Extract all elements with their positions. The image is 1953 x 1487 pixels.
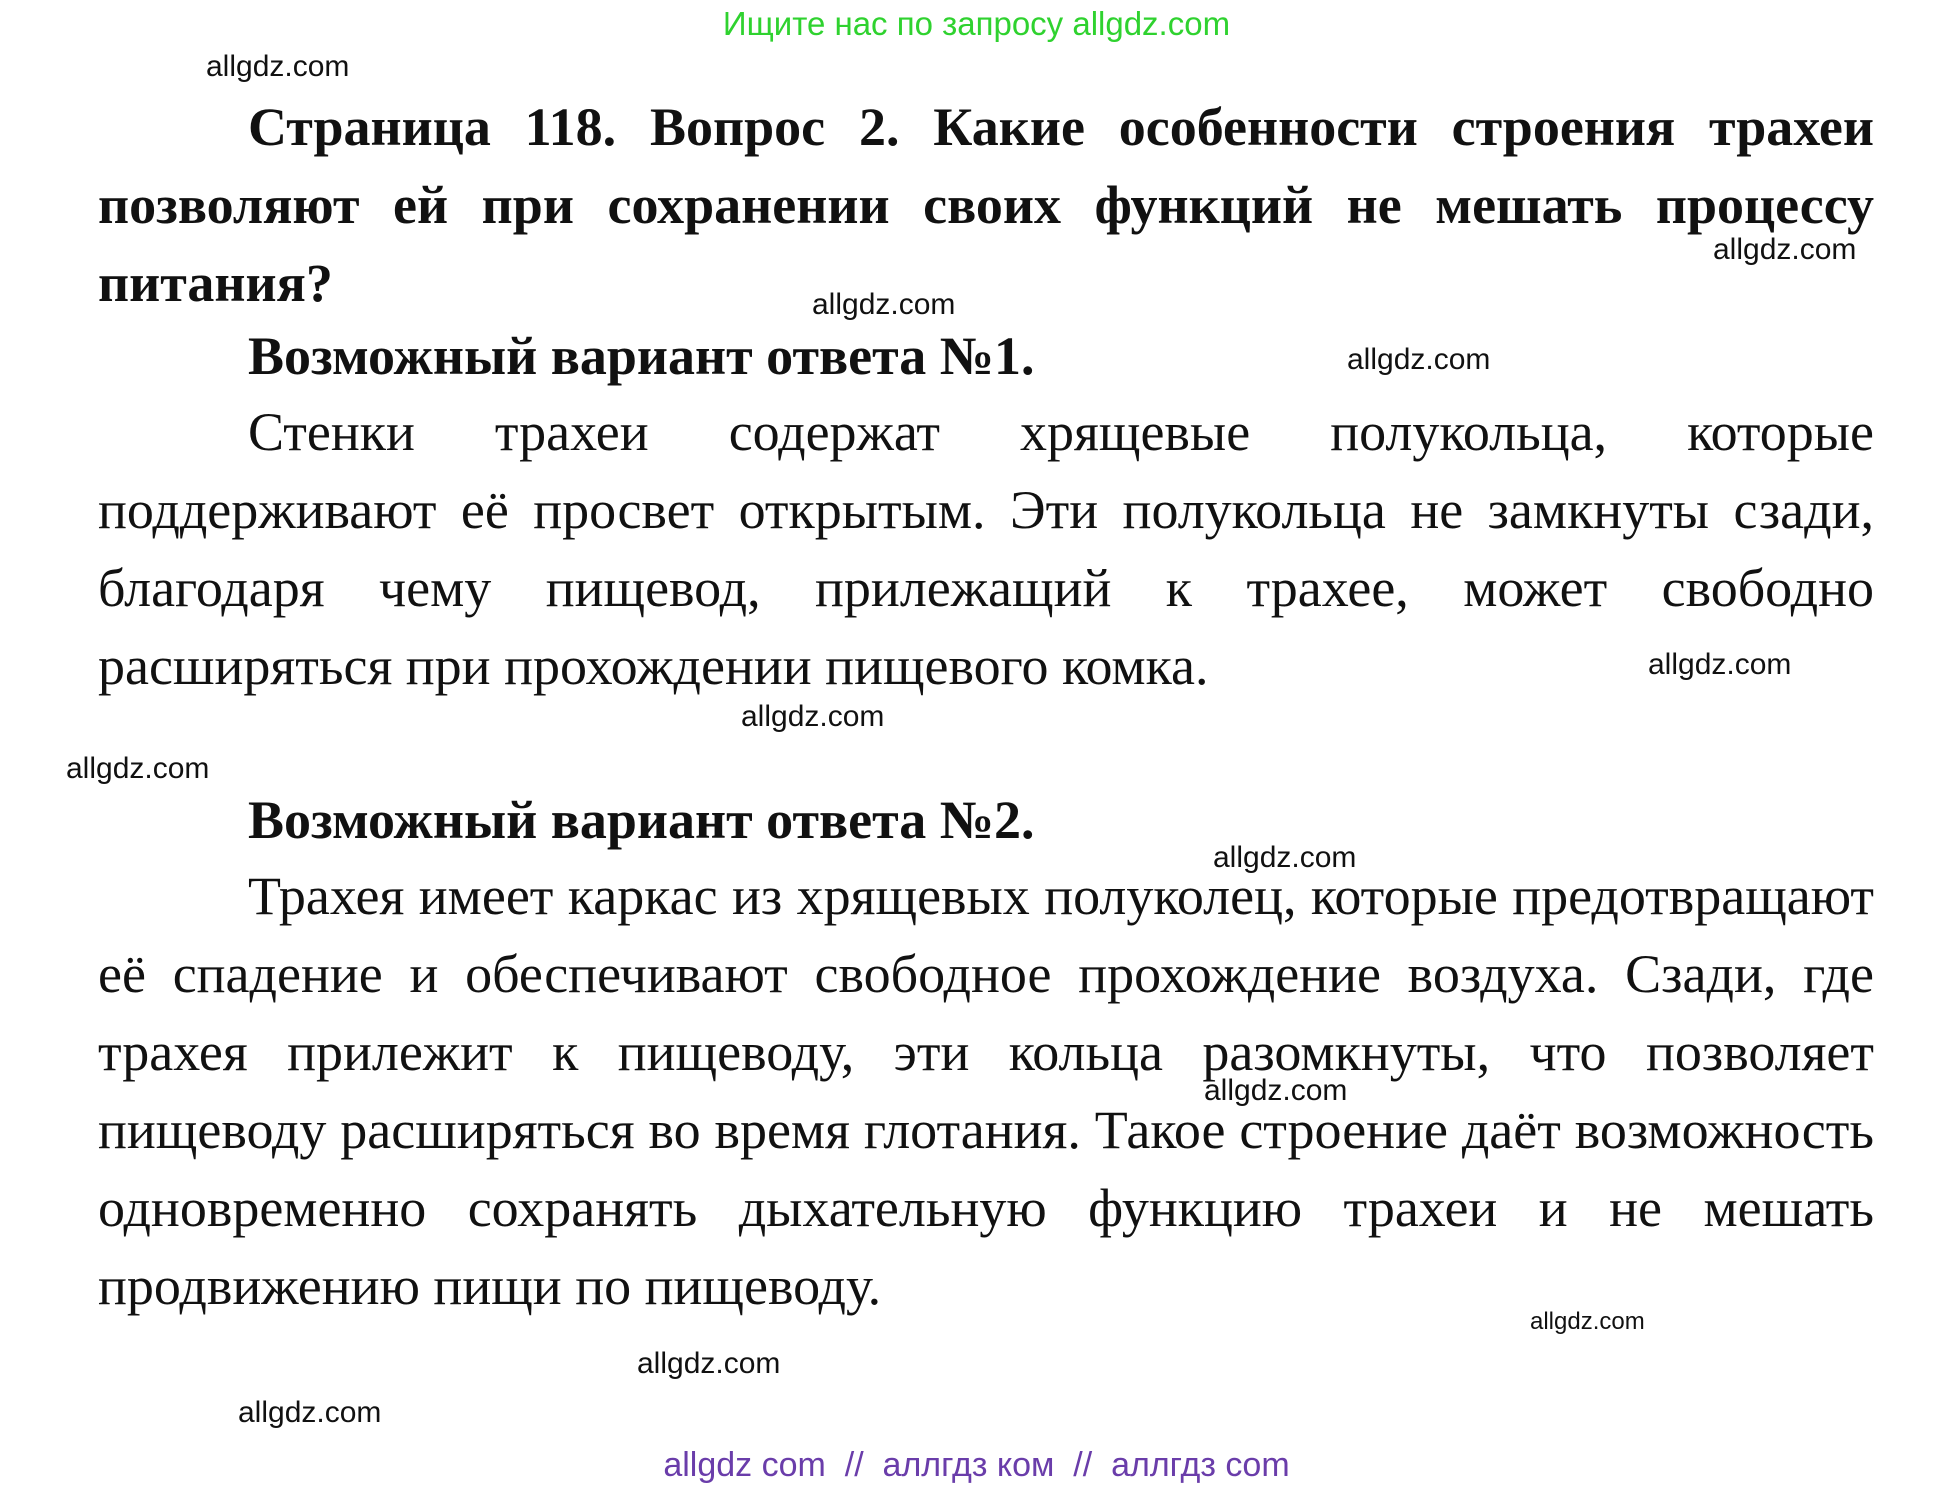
watermark: allgdz.com bbox=[66, 752, 210, 785]
watermark: allgdz.com bbox=[1648, 648, 1792, 681]
watermark: allgdz.com bbox=[238, 1396, 382, 1429]
watermark: allgdz.com bbox=[1347, 343, 1491, 376]
watermark: allgdz.com bbox=[1204, 1074, 1348, 1107]
watermark: allgdz.com bbox=[1530, 1308, 1645, 1335]
watermark: allgdz.com bbox=[206, 50, 350, 83]
watermark: allgdz.com bbox=[1213, 841, 1357, 874]
footer-links: allgdz com // аллгдз ком // аллгдз com bbox=[663, 1446, 1290, 1484]
top-banner: Ищите нас по запросу allgdz.com bbox=[722, 5, 1231, 42]
watermark: allgdz.com bbox=[812, 288, 956, 321]
answer-2-text: Трахея имеет каркас из хрящевых полуколец, которые предотвращают её спадение и обеспечивают свободное прохождение воздуха. Сзади, где трахея прилежит к пищеводу, эти кольца разомкнуты, что позволяет пищеводу расширяться во время глотания. Такое строение даёт возможность одновременно сохранять дыхательную функцию трахеи и не мешать продвижению пищи по пищеводу. bbox=[98, 866, 1874, 1316]
answer-2-heading: Возможный вариант ответа №2. bbox=[248, 790, 1035, 850]
question-text: Страница 118. Вопрос 2. Какие особенности строения трахеи позволяют ей при сохранении своих функций не мешать процессу питания? bbox=[98, 97, 1874, 313]
answer-1-text: Стенки трахеи содержат хрящевые полукольца, которые поддерживают её просвет открытым. Эти полукольца не замкнуты сзади, благодаря чему пищевод, прилежащий к трахее, может свободно расширяться при прохождении пищевого комка. bbox=[98, 402, 1874, 696]
watermark: allgdz.com bbox=[1713, 233, 1857, 266]
watermark: allgdz.com bbox=[637, 1347, 781, 1380]
watermark: allgdz.com bbox=[741, 700, 885, 733]
answer-1-heading: Возможный вариант ответа №1. bbox=[248, 326, 1035, 386]
